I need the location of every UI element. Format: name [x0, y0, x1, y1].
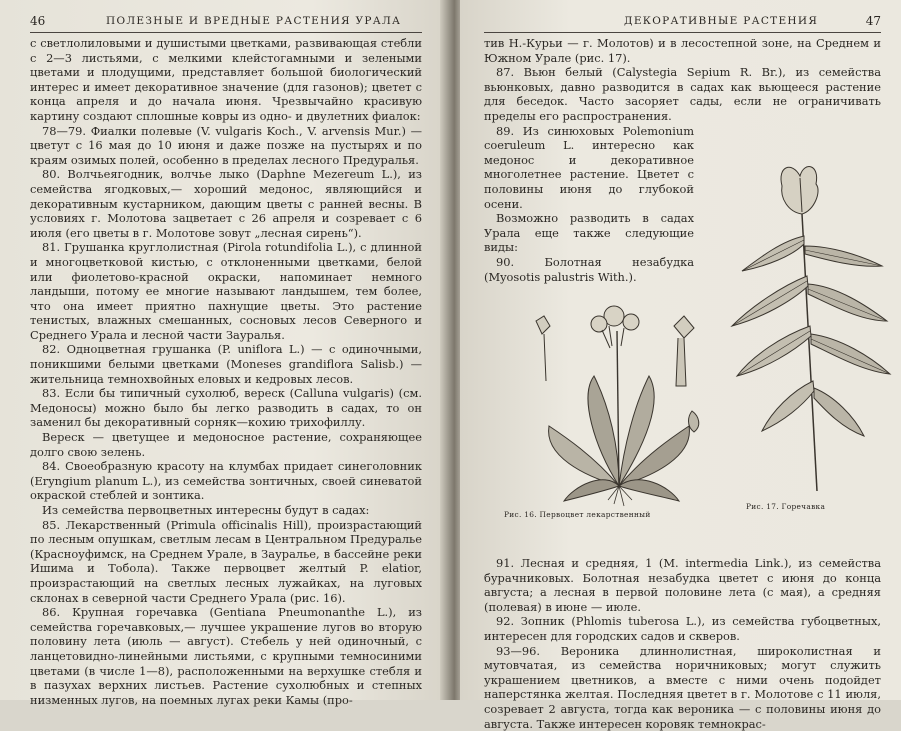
right-page [460, 0, 901, 731]
paragraph: 93—96. Вероника длиннолистная, широколистная и мутовчатая, из семейства норичниковых; могут служить украшением цветников, а вместе с ними очень подойдет наперстянка желтая. Последняя цветет в г. Молотове с 11 июля, созревает 2 августа, тогда как вероника — с половины июня до августа. Также интересен коровяк темнокрас- [484, 643, 881, 731]
paragraph: 81. Грушанка круглолистная (Pirola rotundifolia L.), с длинной и многоцветковой кистью, с отклоненными цветками, белой или фиолетово-красной окраски, напоминает немного ландыши, потому ее многие называют ландышем, тем более, что она имеет приятно пахнущие цветы. Это растение тенистых, влажных смешанных, сосновых лесов Северного и Среднего Урала и лесной части Зауралья. [30, 240, 422, 342]
gentian-illustration [722, 156, 892, 496]
page-number: 46 [30, 14, 46, 28]
paragraph: 82. Одноцветная грушанка (P. uniflora L.) — с одиночными, поникшими белыми цветками (Moneses grandiflora Salisb.) — жительница темнохвойных еловых и кедровых лесов. [30, 342, 422, 386]
right-page-text-bottom [484, 556, 881, 731]
paragraph: тив Н.-Курьи — г. Молотов) и в лесостепной зоне, на Среднем и Южном Урале (рис. 17). [484, 36, 881, 65]
paragraph: 86. Крупная горечавка (Gentiana Pneumonanthe L.), из семейства горечавковых,— лучшее украшение лугов во вторую половину лета (июль — август). Стебель у ней одиночный, с ланцетовидно-линейными листьями, с крупными темносиними цветами (в числе 1—8), расположенными на верхушке стебля и в пазухах верхних листьев. Растение сухолюбных и степных низменных лугов, на поемных лугах реки Камы (про- [30, 605, 422, 707]
paragraph: 87. Вьюн белый (Calystegia Sepium R. Br.), из семейства вьюнковых, давно разводится в садах как вьющееся растение для беседок. Часто засоряет сады, если не ограничивать пределы его распространения. [484, 65, 881, 123]
paragraph: 92. Зопник (Phlomis tuberosa L.), из семейства губоцветных, интересен для городских садов и скверов. [484, 614, 881, 644]
paragraph: Из семейства первоцветных интересны будут в садах: [42, 503, 370, 517]
left-page-text [30, 36, 422, 707]
running-head: ДЕКОРАТИВНЫЕ РАСТЕНИЯ [624, 15, 819, 27]
paragraph: Возможно разводить в садах Урала еще также следующие виды: [484, 211, 694, 255]
paragraph: 78—79. Фиалки полевые (V. vulgaris Koch., V. arvensis Mur.) — цветут с 16 мая до 10 июня и даже позже на пустырях и по краям озимых полей, особенно в пределах лесного Предуралья. [30, 123, 422, 167]
paragraph: Вереск — цветущее и медоносное растение, сохраняющее долго свою зелень. [30, 430, 422, 459]
primrose-illustration [524, 286, 714, 511]
left-page [0, 0, 446, 707]
paragraph: 89. Из синюховых Polemonium coeruleum L. интересно как медонос и декоративное многолетнее растение. Цветет с половины июня до глубокой осени. [484, 123, 694, 211]
paragraph: 85. Лекарственный (Primula officinalis Hill), произрастающий по лесным опушкам, светлым лесам в Центральном Предуралье (Красноуфимск, на Среднем Урале, в Зауралье, в бассейне реки Ишима и Тобола). Также первоцвет желтый P. elatior, произрастающий на светлых лесных лужайках, на луговых склонах в северной части Среднего Урала (рис. 16). [30, 517, 422, 605]
figure-17-caption: Рис. 17. Горечавка [746, 502, 826, 512]
page-number: 47 [865, 14, 881, 28]
paragraph: 91. Лесная и средняя, 1 (M. intermedia Link.), из семейства бурачниковых. Болотная незабудка цветет с июня до конца августа; а лесная в первой половине лета (с мая), а средняя (полевая) в июне — июле. [484, 556, 881, 614]
right-page-header [484, 10, 881, 33]
paragraph: 84. Своеобразную красоту на клумбах придает синеголовник (Eryngium planum L.), из семейства зонтичных, своей синеватой окраской стеблей и зонтика. [30, 459, 422, 503]
paragraph: 83. Если бы типичный сухолюб, вереск (Calluna vulgaris) (см. Медоносы) можно было бы легко разводить в садах, то он заменил бы декоративный сорняк—кохию трихофиллу. [30, 386, 422, 430]
running-head: ПОЛЕЗНЫЕ И ВРЕДНЫЕ РАСТЕНИЯ УРАЛА [106, 15, 402, 27]
paragraph: с светлолиловыми и душистыми цветками, развивающая стебли с 2—3 листьями, с мелкими клейстогамными и зелеными цветами и плодущими, представляет большой биологический интерес и имеет декоративное значение (для газонов); цветет с конца апреля и до начала июня. Чрезвычайно красивую картину создают сплошные ковры из одно- и двулетних фиалок: [30, 36, 422, 123]
paragraph: 80. Волчьеягодник, волчье лыко (Daphne Mezereum L.), из семейства ягодковых,— хороший медонос, являющийся и декоративным кустарником, дающим цветы с ранней весны. В условиях г. Молотова зацветает с 26 апреля и созревает с 6 июля (его цветы в г. Молотове зовут „лесная сирень“). [30, 167, 422, 240]
left-page-header [30, 10, 422, 33]
paragraph: 90. Болотная незабудка (Myosotis palustris With.). [484, 254, 694, 284]
figures [484, 286, 881, 556]
figure-16-caption: Рис. 16. Первоцвет лекарственный [504, 510, 651, 520]
